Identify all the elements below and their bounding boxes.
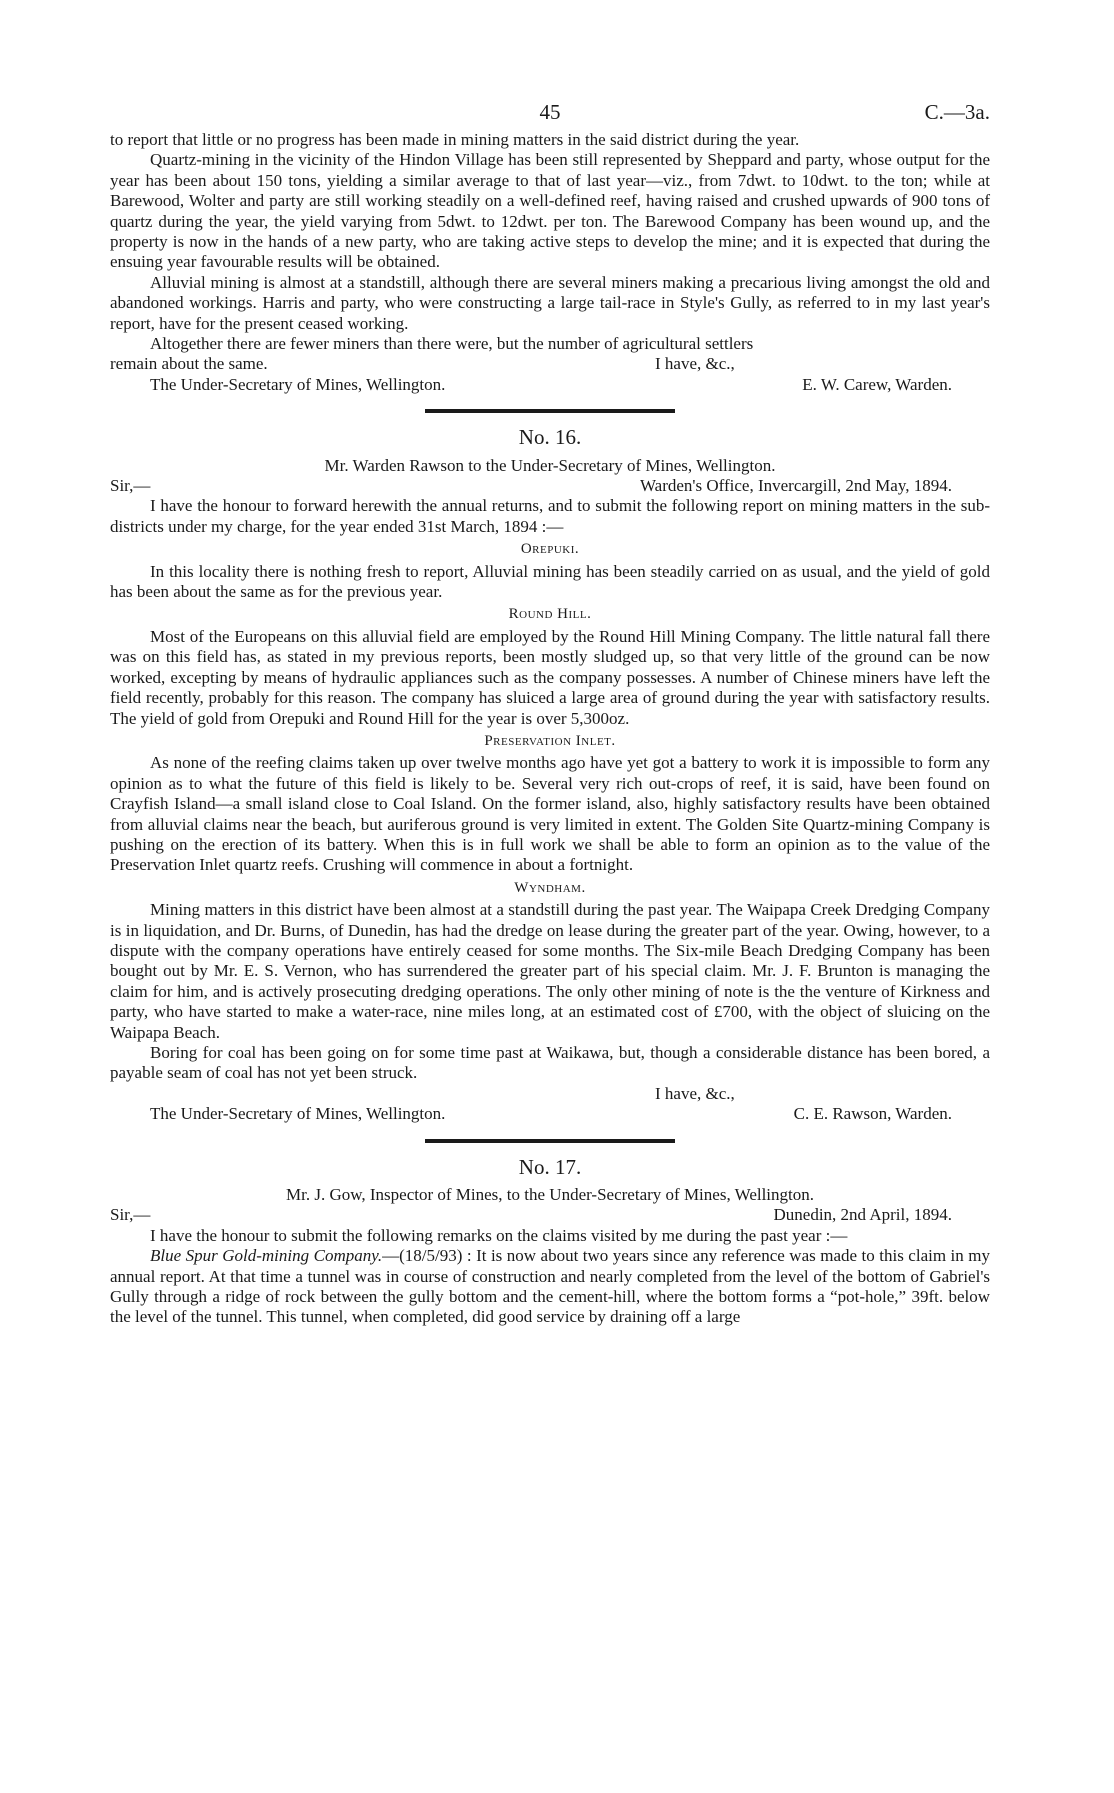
- closing: I have, &c.,: [655, 1083, 735, 1103]
- document-page: [110, 98, 990, 1328]
- paragraph: As none of the reefing claims taken up over twelve months ago have yet got a battery to work it is impossible to form any opinion as to what the future of this field is likely to be. Several very rich out-crops of reef, it is said, have been found on Crayfish Island—a small island close to Coal Island. On the former island, also, highly satisfactory results have been obtained from alluvial claims near the beach, but auriferous ground is very limited in extent. The Golden Site Quartz-mining Company is pushing on the erection of its battery. When this is in full work we shall be able to form an opinion as to the value of the Preservation Inlet quartz reefs. Crushing will commence in about a fortnight.: [110, 753, 990, 875]
- subheading-orepuki: Orepuki.: [520, 541, 580, 558]
- paragraph: In this locality there is nothing fresh to report, Alluvial mining has been steadily carried on as usual, and the yield of gold has been about the same as for the previous year.: [110, 561, 990, 602]
- paragraph: to report that little or no progress has been made in mining matters in the said district during the year.: [110, 130, 800, 149]
- letter-from: Mr. Warden Rawson to the Under-Secretary of Mines, Wellington.: [324, 455, 776, 475]
- paragraph: [110, 1246, 990, 1328]
- closing-line: [110, 354, 990, 374]
- signature-line: [110, 375, 990, 395]
- claim-text: —(18/5/93) : It is now about two years since any reference was made to this claim in my annual report. At that time a tunnel was in course of construction and nearly completed from the level of the bottom of Gabriel's Gully through a ridge of rock between the gully bottom and the cement-hill, where the bottom forms a “pot-hole,” 39ft. below the level of the tunnel. This tunnel, when completed, did good service by draining off a large: [110, 1246, 990, 1327]
- signature: E. W. Carew, Warden.: [802, 374, 952, 394]
- salutation-line: [110, 1205, 990, 1225]
- closing-line: [110, 1084, 990, 1104]
- page-header: [110, 98, 990, 130]
- dateline: Dunedin, 2nd April, 1894.: [773, 1205, 952, 1225]
- paragraph: Quartz-mining in the vicinity of the Hindon Village has been still represented by Sheppard and party, whose output for the year has been about 150 tons, yielding a similar average to that of last year—viz., from 7dwt. to 10dwt. to the ton; while at Barewood, Wolter and party are still working steadily on a well-defined reef, having raised and crushed upwards of 900 tons of quartz during the year, the yield varying from 5dwt. to 12dwt. per ton. The Barewood Company has been wound up, and the property is now in the hands of a new party, who are taking active steps to develop the mine; and it is expected that during the ensuing year favourable results will be obtained.: [110, 150, 990, 272]
- letter-from: Mr. J. Gow, Inspector of Mines, to the Under-Secretary of Mines, Wellington.: [285, 1185, 815, 1205]
- paragraph: Alluvial mining is almost at a standstill, although there are several miners making a precarious living amongst the old and abandoned workings. Harris and party, who were constructing a large tail-race in Style's Gully, as referred to in my last year's report, have for the present ceased working.: [110, 272, 990, 333]
- subheading-preservation-inlet: Preservation Inlet.: [484, 732, 616, 749]
- paragraph: I have the honour to submit the following remarks on the claims visited by me during the past year :—: [150, 1225, 848, 1245]
- paragraph: Altogether there are fewer miners than there were, but the number of agricultural settlers: [150, 334, 754, 354]
- dateline: Warden's Office, Invercargill, 2nd May, 1894.: [639, 476, 952, 496]
- paragraph: Mining matters in this district have been almost at a standstill during the past year. The Waipapa Creek Dredging Company is in liquidation, and Dr. Burns, of Dunedin, has had the dredge on lease during the greater part of the year. Owing, however, to a dispute with the company operations have entirely ceased for some months. The Six-mile Beach Dredging Company has been bought out by Mr. E. S. Vernon, who has surrendered the greater part of his special claim. Mr. J. F. Brunton is managing the claim for him, and is actively prosecuting dredging operations. The only other mining of note is the the venture of Kirkness and party, who have started to make a water-race, nine miles long, at an estimated cost of £700, with the object of sluicing on the Waipapa Beach.: [110, 900, 990, 1042]
- addressee: The Under-Secretary of Mines, Wellington.: [150, 1104, 446, 1124]
- paragraph: Boring for coal has been going on for some time past at Waikawa, but, though a considerable distance has been bored, a payable seam of coal has not yet been struck.: [110, 1043, 990, 1083]
- section-title: No. 16.: [518, 425, 582, 450]
- subheading-round-hill: Round Hill.: [508, 606, 592, 623]
- salutation: Sir,—: [110, 476, 151, 496]
- closing: I have, &c.,: [655, 354, 735, 374]
- salutation-line: [110, 476, 990, 496]
- section-title: No. 17.: [518, 1154, 582, 1179]
- claim-name: Blue Spur Gold-mining Company.: [150, 1246, 383, 1266]
- signature-line: [110, 1104, 990, 1124]
- paragraph: Most of the Europeans on this alluvial field are employed by the Round Hill Mining Company. The little natural fall there was on this field has, as stated in my previous reports, been mostly sludged up, so that very little of the ground can be now worked, excepting by means of hydraulic appliances such as the company possesses. A number of Chinese miners have left the field recently, probably for this reason. The company has sluiced a large area of ground during the year with satisfactory results. The yield of gold from Orepuki and Round Hill for the year is over 5,300oz.: [110, 626, 990, 728]
- addressee: The Under-Secretary of Mines, Wellington.: [150, 374, 446, 394]
- paragraph-end: remain about the same.: [110, 354, 268, 374]
- salutation: Sir,—: [110, 1205, 151, 1225]
- subheading-wyndham: Wyndham.: [514, 879, 586, 896]
- signature: C. E. Rawson, Warden.: [793, 1104, 952, 1124]
- section-divider: [425, 409, 675, 413]
- page-number: 45: [539, 100, 561, 124]
- paragraph: I have the honour to forward herewith the annual returns, and to submit the following report on mining matters in the sub-districts under my charge, for the year ended 31st March, 1894 :—: [110, 496, 990, 536]
- page-reference: C.—3a.: [924, 100, 990, 124]
- section-divider: [425, 1139, 675, 1143]
